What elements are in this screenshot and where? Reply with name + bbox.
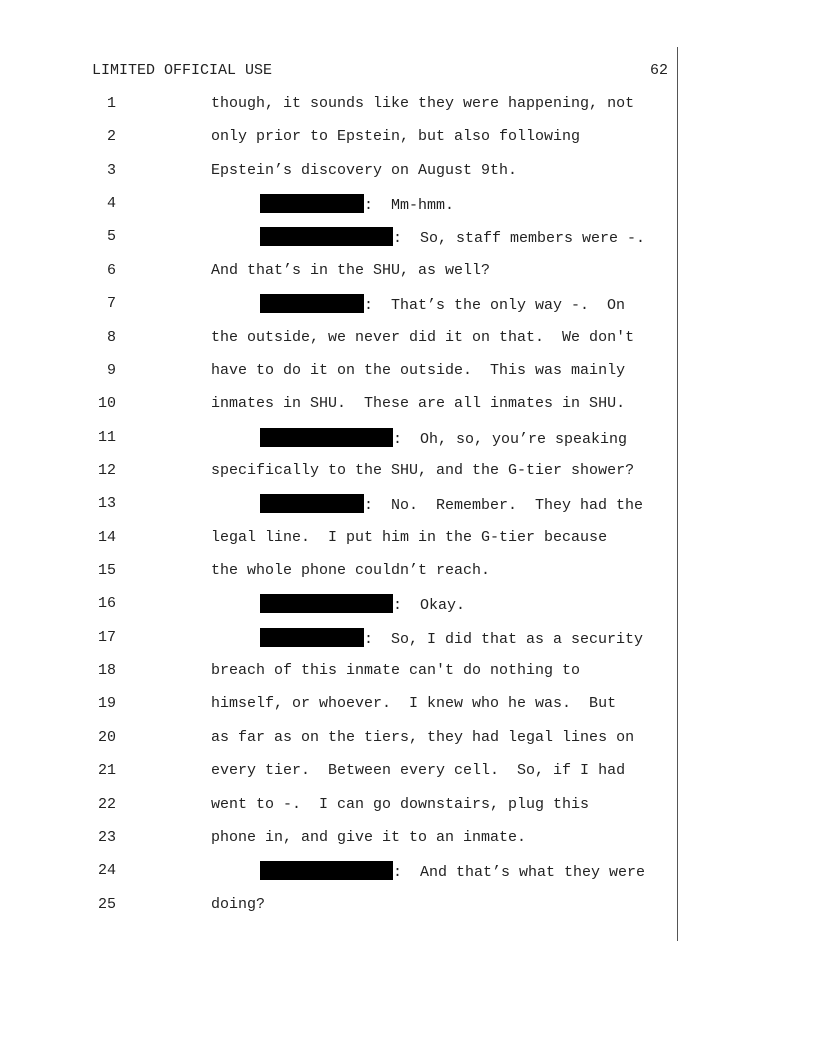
line-content: Epstein’s discovery on August 9th. bbox=[211, 161, 518, 179]
line-number: 16 bbox=[97, 595, 116, 613]
line-number: 25 bbox=[97, 895, 116, 913]
transcript-line bbox=[0, 861, 816, 894]
line-content: And that’s in the SHU, as well? bbox=[211, 261, 491, 279]
line-text bbox=[211, 661, 580, 681]
line-number: 6 bbox=[106, 261, 116, 279]
line-number: 18 bbox=[97, 662, 116, 680]
line-content: : Mm-hmm. bbox=[364, 197, 455, 215]
line-text bbox=[211, 127, 580, 147]
line-number: 20 bbox=[97, 728, 116, 746]
line-text bbox=[211, 361, 625, 381]
transcript-line bbox=[0, 494, 816, 527]
line-content: went to -. I can go downstairs, plug this bbox=[211, 795, 590, 813]
line-number: 1 bbox=[106, 95, 116, 112]
redacted-speaker-name bbox=[260, 861, 393, 880]
speaker-turn bbox=[260, 861, 645, 883]
transcript-line bbox=[0, 594, 816, 627]
transcript-line bbox=[0, 294, 816, 327]
transcript-line bbox=[0, 261, 816, 294]
redacted-speaker-name bbox=[260, 194, 364, 213]
line-content: legal line. I put him in the G-tier because bbox=[211, 528, 608, 546]
line-content: every tier. Between every cell. So, if I had bbox=[211, 762, 626, 780]
line-content: : So, staff members were -. bbox=[393, 230, 646, 248]
line-content: only prior to Epstein, but also following bbox=[211, 128, 581, 146]
line-content: doing? bbox=[211, 895, 266, 913]
transcript-line bbox=[0, 161, 816, 194]
line-content: : So, I did that as a security bbox=[364, 630, 644, 648]
redacted-speaker-name bbox=[260, 628, 364, 647]
transcript-line bbox=[0, 728, 816, 761]
line-text bbox=[211, 895, 265, 915]
transcript-line bbox=[0, 127, 816, 160]
line-text bbox=[211, 261, 490, 281]
line-text bbox=[211, 828, 526, 848]
line-text bbox=[211, 394, 625, 414]
line-content: have to do it on the outside. This was mainly bbox=[211, 361, 626, 379]
line-content: the outside, we never did it on that. We don't bbox=[211, 328, 635, 346]
line-text bbox=[211, 328, 634, 348]
line-number: 3 bbox=[106, 161, 116, 179]
speaker-turn bbox=[260, 227, 645, 249]
transcript-line bbox=[0, 628, 816, 661]
speaker-turn bbox=[260, 428, 627, 450]
classification-marking: LIMITED OFFICIAL USE bbox=[92, 62, 273, 79]
line-content: himself, or whoever. I knew who he was. But bbox=[211, 695, 617, 713]
transcript-line bbox=[0, 461, 816, 494]
transcript-line bbox=[0, 795, 816, 828]
line-number: 21 bbox=[97, 762, 116, 780]
line-text bbox=[211, 461, 634, 481]
speaker-turn bbox=[260, 294, 625, 316]
redacted-speaker-name bbox=[260, 227, 393, 246]
line-text bbox=[211, 528, 607, 548]
speaker-turn bbox=[260, 628, 643, 650]
line-content: specifically to the SHU, and the G-tier shower? bbox=[211, 461, 635, 479]
transcript-line bbox=[0, 528, 816, 561]
transcript-line bbox=[0, 94, 816, 127]
transcript-line bbox=[0, 227, 816, 260]
redacted-speaker-name bbox=[260, 494, 364, 513]
line-content: : Okay. bbox=[393, 597, 466, 615]
line-content: : Oh, so, you’re speaking bbox=[393, 430, 628, 448]
line-number: 12 bbox=[97, 461, 116, 479]
speaker-turn bbox=[260, 494, 643, 516]
line-text bbox=[211, 94, 634, 114]
line-text bbox=[211, 161, 517, 181]
page-number: 62 bbox=[649, 62, 668, 79]
line-number: 13 bbox=[97, 495, 116, 513]
line-content: : That’s the only way -. On bbox=[364, 297, 626, 315]
transcript-line bbox=[0, 895, 816, 928]
line-number: 4 bbox=[106, 195, 116, 213]
line-content: inmates in SHU. These are all inmates in SHU. bbox=[211, 395, 626, 413]
transcript-line bbox=[0, 828, 816, 861]
speaker-turn bbox=[260, 194, 454, 216]
transcript-line bbox=[0, 694, 816, 727]
transcript-lines bbox=[0, 94, 816, 928]
transcript-line bbox=[0, 561, 816, 594]
line-number: 7 bbox=[106, 295, 116, 313]
transcript-line bbox=[0, 394, 816, 427]
line-number: 19 bbox=[97, 695, 116, 713]
line-text bbox=[211, 561, 490, 581]
line-number: 11 bbox=[97, 428, 116, 446]
transcript-line bbox=[0, 361, 816, 394]
line-number: 9 bbox=[106, 361, 116, 379]
transcript-line bbox=[0, 661, 816, 694]
line-number: 14 bbox=[97, 528, 116, 546]
line-number: 24 bbox=[97, 862, 116, 880]
line-text bbox=[211, 728, 634, 748]
redacted-speaker-name bbox=[260, 428, 393, 447]
redacted-speaker-name bbox=[260, 594, 393, 613]
transcript-line bbox=[0, 428, 816, 461]
line-content: : No. Remember. They had the bbox=[364, 497, 644, 515]
line-text bbox=[211, 795, 589, 815]
transcript-line bbox=[0, 194, 816, 227]
line-number: 8 bbox=[106, 328, 116, 346]
line-text bbox=[211, 761, 625, 781]
line-content: breach of this inmate can't do nothing to bbox=[211, 662, 581, 680]
page-header bbox=[92, 61, 668, 81]
line-number: 5 bbox=[106, 228, 116, 246]
transcript-line bbox=[0, 328, 816, 361]
line-content: the whole phone couldn’t reach. bbox=[211, 562, 491, 580]
line-text bbox=[211, 694, 616, 714]
line-number: 10 bbox=[97, 395, 116, 413]
speaker-turn bbox=[260, 594, 465, 616]
line-number: 15 bbox=[97, 562, 116, 580]
line-number: 22 bbox=[97, 795, 116, 813]
transcript-line bbox=[0, 761, 816, 794]
redacted-speaker-name bbox=[260, 294, 364, 313]
line-number: 2 bbox=[106, 128, 116, 146]
line-content: phone in, and give it to an inmate. bbox=[211, 828, 527, 846]
line-content: though, it sounds like they were happening, not bbox=[211, 95, 635, 112]
line-content: as far as on the tiers, they had legal lines on bbox=[211, 728, 635, 746]
line-number: 23 bbox=[97, 828, 116, 846]
line-content: : And that’s what they were bbox=[393, 864, 646, 882]
line-number: 17 bbox=[97, 628, 116, 646]
